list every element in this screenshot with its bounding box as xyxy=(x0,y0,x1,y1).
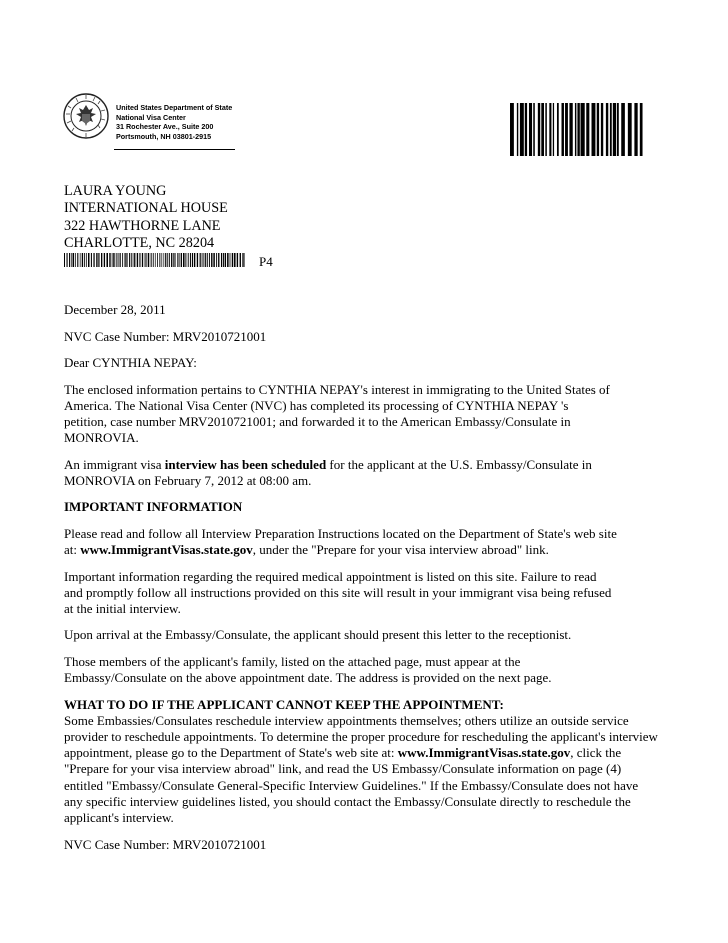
text-line: entitled "Embassy/Consulate General-Specific Interview Guidelines." If the Embassy/Consulate does not have xyxy=(64,777,639,793)
letter-date: December 28, 2011 xyxy=(64,302,166,317)
text-line: and promptly follow all instructions provided on this site will result in your immigrant visa being refused xyxy=(64,584,612,600)
text-line: applicant's interview. xyxy=(64,810,174,826)
text-segment: , click the xyxy=(570,745,622,761)
recipient-address xyxy=(64,183,228,253)
sender-address xyxy=(116,103,232,141)
text-line: America. The National Visa Center (NVC) has completed its processing of CYNTHIA NEPAY 's xyxy=(64,397,569,413)
paragraph-instructions xyxy=(64,526,714,558)
text-line: petition, case number MRV2010721001; and forwarded it to the American Embassy/Consulate in xyxy=(64,413,571,429)
paragraph-intro xyxy=(64,382,714,447)
text-line: provider to reschedule appointments. To determine the proper procedure for rescheduling the applicant's interview xyxy=(64,729,658,745)
postal-barcode xyxy=(64,253,246,267)
text-line: any specific interview guidelines listed, you should contact the Embassy/Consulate directly to reschedule the xyxy=(64,793,631,809)
text-line: Those members of the applicant's family, listed on the attached page, must appear at the xyxy=(64,653,521,669)
letter-body xyxy=(64,302,714,863)
cannot-keep-heading: WHAT TO DO IF THE APPLICANT CANNOT KEEP THE APPOINTMENT: xyxy=(64,696,504,712)
recipient-line: 322 HAWTHORNE LANE xyxy=(64,217,221,234)
paragraph-family xyxy=(64,654,714,686)
route-code: P4 xyxy=(259,254,273,269)
text-line: MONROVIA on February 7, 2012 at 08:00 am. xyxy=(64,472,312,488)
case-number-footer: NVC Case Number: MRV2010721001 xyxy=(64,836,267,852)
text-line: Embassy/Consulate on the above appointment date. The address is provided on the next page. xyxy=(64,670,552,686)
text-line: Some Embassies/Consulates reschedule interview appointments themselves; others utilize an outside service xyxy=(64,712,629,728)
sender-line: Portsmouth, NH 03801-2915 xyxy=(116,131,212,141)
text-line xyxy=(64,542,714,558)
text-segment: , under the "Prepare for your visa interview abroad" link. xyxy=(252,542,549,558)
great-seal-icon xyxy=(62,92,110,158)
interview-scheduled-emphasis: interview has been scheduled xyxy=(164,456,327,472)
text-segment: at: xyxy=(64,542,81,558)
paragraph-reschedule xyxy=(64,713,714,826)
mail-barcode xyxy=(510,103,647,156)
text-line: Important information regarding the required medical appointment is listed on this site. Failure to read xyxy=(64,568,597,584)
sender-line: National Visa Center xyxy=(116,112,186,122)
text-line: Please read and follow all Interview Preparation Instructions located on the Department of State's web site xyxy=(64,525,617,541)
text-line: "Prepare for your visa interview abroad" link, and read the US Embassy/Consulate information on page (4) xyxy=(64,761,622,777)
text-segment: appointment, please go to the Department of State's web site at: xyxy=(64,745,398,761)
case-number: NVC Case Number: MRV2010721001 xyxy=(64,328,267,344)
text-line: The enclosed information pertains to CYNTHIA NEPAY's interest in immigrating to the United States of xyxy=(64,381,610,397)
website-link[interactable]: www.ImmigrantVisas.state.gov xyxy=(397,745,571,761)
text-line: MONROVIA. xyxy=(64,430,139,446)
paragraph-arrival: Upon arrival at the Embassy/Consulate, the applicant should present this letter to the receptionist. xyxy=(64,627,572,643)
important-heading: IMPORTANT INFORMATION xyxy=(64,499,243,515)
text-line xyxy=(64,745,714,761)
recipient-line: CHARLOTTE, NC 28204 xyxy=(64,235,215,252)
paragraph-interview xyxy=(64,457,714,489)
text-segment: An immigrant visa xyxy=(64,456,165,472)
salutation: Dear CYNTHIA NEPAY: xyxy=(64,355,197,370)
sender-line: 31 Rochester Ave., Suite 200 xyxy=(116,122,214,132)
paragraph-medical xyxy=(64,569,714,618)
sender-line: United States Department of State xyxy=(116,103,233,112)
website-link[interactable]: www.ImmigrantVisas.state.gov xyxy=(80,542,253,558)
sender-underline xyxy=(114,149,235,150)
text-line xyxy=(64,457,714,473)
text-segment: for the applicant at the U.S. Embassy/Consulate in xyxy=(326,456,592,472)
recipient-line: LAURA YOUNG xyxy=(64,183,167,199)
text-line: at the initial interview. xyxy=(64,600,181,616)
recipient-line: INTERNATIONAL HOUSE xyxy=(64,200,228,217)
